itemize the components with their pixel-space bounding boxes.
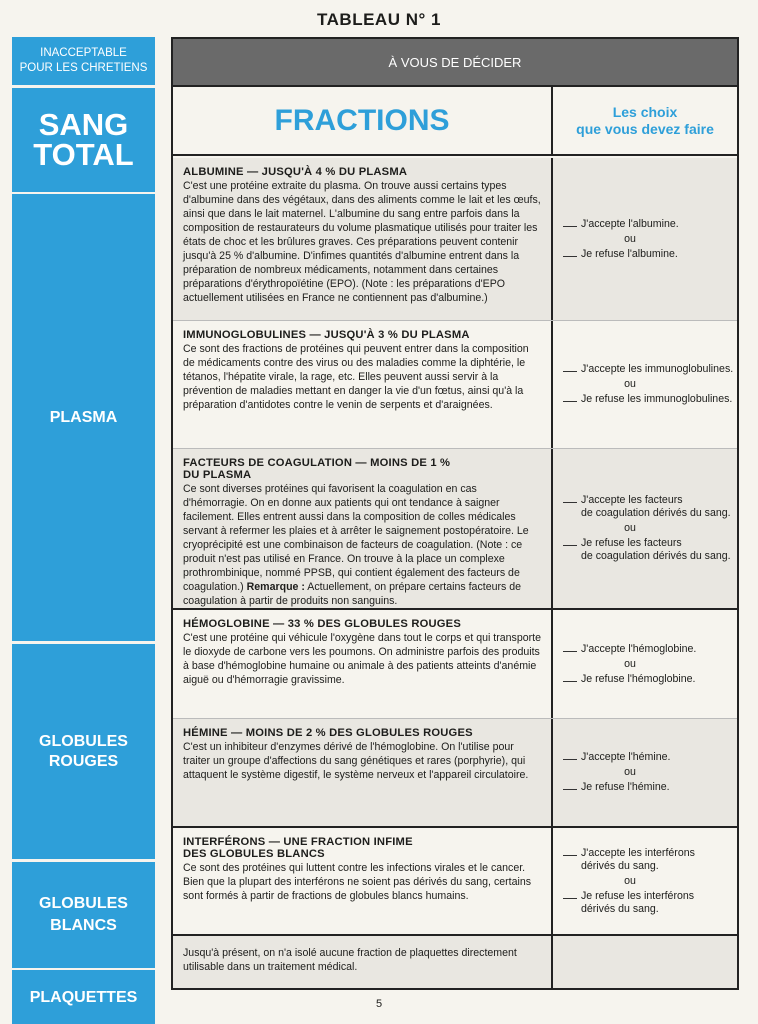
- facteurs-accept-option[interactable]: J'accepte les facteurs de coagulation dérivés du sang.: [563, 494, 737, 520]
- hemine-accept-option[interactable]: J'accepte l'hémine.: [563, 751, 737, 764]
- immunoglobulines-text: Ce sont des fractions de protéines qui peuvent entrer dans la composition de médicaments contre des virus ou des maladies comme la diphtérie, le tétanos, l'hépatite virale, la rage, etc. Elles peuvent aussi servir à la prévention de maladies mettant en danger la vie d'un fœtus, ainsi qu'à la préparation d'antidotes contre le venin de serpents et d'araignées.: [183, 343, 529, 411]
- page-number: 5: [375, 998, 383, 1010]
- immunoglobulines-refuse-option[interactable]: Je refuse les immunoglobulines.: [563, 393, 737, 406]
- blank-line: [563, 651, 577, 652]
- hemine-title: HÉMINE — MOINS DE 2 % DES GLOBULES ROUGES: [183, 727, 473, 739]
- albumine-accept-option[interactable]: J'accepte l'albumine.: [563, 218, 737, 231]
- interferons-accept-option[interactable]: J'accepte les interférons dérivés du sang.: [563, 847, 737, 873]
- hemoglobine-choices: J'accepte l'hémoglobine. ou Je refuse l'hémoglobine.: [553, 610, 737, 718]
- row-albumine: [173, 158, 737, 320]
- blank-line: [563, 898, 577, 899]
- albumine-refuse-option[interactable]: Je refuse l'albumine.: [563, 248, 737, 261]
- plaquettes-text: Jusqu'à présent, on n'a isolé aucune fraction de plaquettes directement utilisable dans un traitement médical.: [183, 947, 517, 973]
- blank-line: [563, 681, 577, 682]
- facteurs-choices: J'accepte les facteurs de coagulation dérivés du sang. ou Je refuse les facteurs de coagulation dérivés du sang.: [553, 449, 737, 608]
- globules-blancs-label: GLOBULES BLANCS: [12, 862, 155, 968]
- interferons-title: INTERFÉRONS — UNE FRACTION INFIME DES GLOBULES BLANCS: [183, 836, 413, 860]
- inacceptable-label: INACCEPTABLE POUR LES CHRETIENS: [12, 37, 155, 85]
- globules-rouges-label: GLOBULES ROUGES: [12, 644, 155, 859]
- albumine-text: C'est une protéine extraite du plasma. On trouve aussi certains types d'albumine dans des végétaux, dans des aliments comme le lait et les œufs, ainsi que dans le lait maternel. L'albumine du sang entre parfois dans la composition de restaurateurs du volume plasmatique utilisés pour traiter les états de choc et les brûlures graves. Ces préparations peuvent contenir jusqu'à 25 % d'albumine. D'infimes quantités d'albumine entrent dans la préparation de nombreux médicaments, notamment dans certaines préparations d'érythropoïétine (EPO). (Note : les préparations d'EPO actuellement utilisées en France ne contiennent pas d'albumine.): [183, 180, 541, 304]
- blank-line: [563, 789, 577, 790]
- row-immunoglobulines: [173, 320, 737, 448]
- fractions-table: [171, 37, 739, 990]
- row-interferons: [173, 826, 737, 934]
- remarque-label: Remarque :: [246, 581, 305, 593]
- interferons-text: Ce sont des protéines qui luttent contre les infections virales et le cancer. Bien que la plupart des interférons ne soient pas dérivés du sang, certains sont formés à partir de fractions de globules blancs humains.: [183, 862, 532, 902]
- blank-line: [563, 226, 577, 227]
- albumine-title: ALBUMINE — JUSQU'À 4 % DU PLASMA: [183, 166, 408, 178]
- plaquettes-label: PLAQUETTES: [12, 970, 155, 1024]
- immunoglobulines-accept-option[interactable]: J'accepte les immunoglobulines.: [563, 363, 737, 376]
- decider-header: À VOUS DE DÉCIDER: [173, 39, 737, 87]
- blank-line: [563, 855, 577, 856]
- facteurs-title: FACTEURS DE COAGULATION — MOINS DE 1 % DU PLASMA: [183, 457, 451, 481]
- choix-heading: Les choix que vous devez faire: [553, 87, 737, 156]
- plasma-label: PLASMA: [12, 194, 155, 641]
- hemine-choices: J'accepte l'hémine. ou Je refuse l'hémine.: [553, 719, 737, 826]
- row-hemine: [173, 718, 737, 826]
- remarque-text: Actuellement, on prépare certains facteurs de coagulation à partir de produits non sanguins.: [183, 581, 522, 607]
- row-facteurs-coagulation: [173, 448, 737, 608]
- hemoglobine-title: HÉMOGLOBINE — 33 % DES GLOBULES ROUGES: [183, 618, 462, 630]
- interferons-choices: J'accepte les interférons dérivés du sang. ou Je refuse les interférons dérivés du sang.: [553, 828, 737, 934]
- fractions-heading: FRACTIONS: [173, 87, 553, 156]
- immunoglobulines-title: IMMUNOGLOBULINES — JUSQU'À 3 % DU PLASMA: [183, 329, 470, 341]
- blank-line: [563, 759, 577, 760]
- hemine-refuse-option[interactable]: Je refuse l'hémine.: [563, 781, 737, 794]
- row-plaquettes: [173, 934, 737, 988]
- hemine-text: C'est un inhibiteur d'enzymes dérivé de l'hémoglobine. On l'utilise pour traiter un groupe d'affections du sang génétiques et rares (porphyrie), qui attaquent le système digestif, le système nerveux et l'appareil circulatoire.: [183, 741, 529, 781]
- facteurs-text: Ce sont diverses protéines qui favorisent la coagulation en cas d'hémorragie. On en donne aux patients qui ont tendance à saigner facilement. Elles entrent aussi dans la composition de colles médicales servant à refermer les plaies et à arrêter le saignement postopératoire. Le cryoprécipité est une combinaison de facteurs de coagulation. (Note : ce produit n'est pas utilisé en France. On trouve à la place un complexe prothrombinique, nommé PPSB, qui contient également des facteurs de coagulation.) Remarque : Actuellement, on prépare certains facteurs de coagulation à partir de produits non sanguins.: [183, 483, 529, 607]
- hemoglobine-text: C'est une protéine qui véhicule l'oxygène dans tout le corps et qui transporte le dioxyde de carbone vers les poumons. On administre parfois des produits à base d'hémoglobine humaine ou animale à des patients atteints d'anémie aiguë ou d'hémorragie gravissime.: [183, 632, 541, 686]
- blank-line: [563, 545, 577, 546]
- albumine-choices: J'accepte l'albumine. ou Je refuse l'albumine.: [553, 158, 737, 320]
- interferons-refuse-option[interactable]: Je refuse les interférons dérivés du sang.: [563, 890, 737, 916]
- sang-total-label: SANG TOTAL: [12, 88, 155, 192]
- row-hemoglobine: [173, 608, 737, 718]
- blank-line: [563, 401, 577, 402]
- page-title: TABLEAU N° 1: [317, 10, 441, 29]
- blank-line: [563, 371, 577, 372]
- immunoglobulines-choices: J'accepte les immunoglobulines. ou Je refuse les immunoglobulines.: [553, 321, 737, 448]
- blank-line: [563, 502, 577, 503]
- facteurs-refuse-option[interactable]: Je refuse les facteurs de coagulation dérivés du sang.: [563, 537, 737, 563]
- blank-line: [563, 256, 577, 257]
- hemoglobine-refuse-option[interactable]: Je refuse l'hémoglobine.: [563, 673, 737, 686]
- hemoglobine-accept-option[interactable]: J'accepte l'hémoglobine.: [563, 643, 737, 656]
